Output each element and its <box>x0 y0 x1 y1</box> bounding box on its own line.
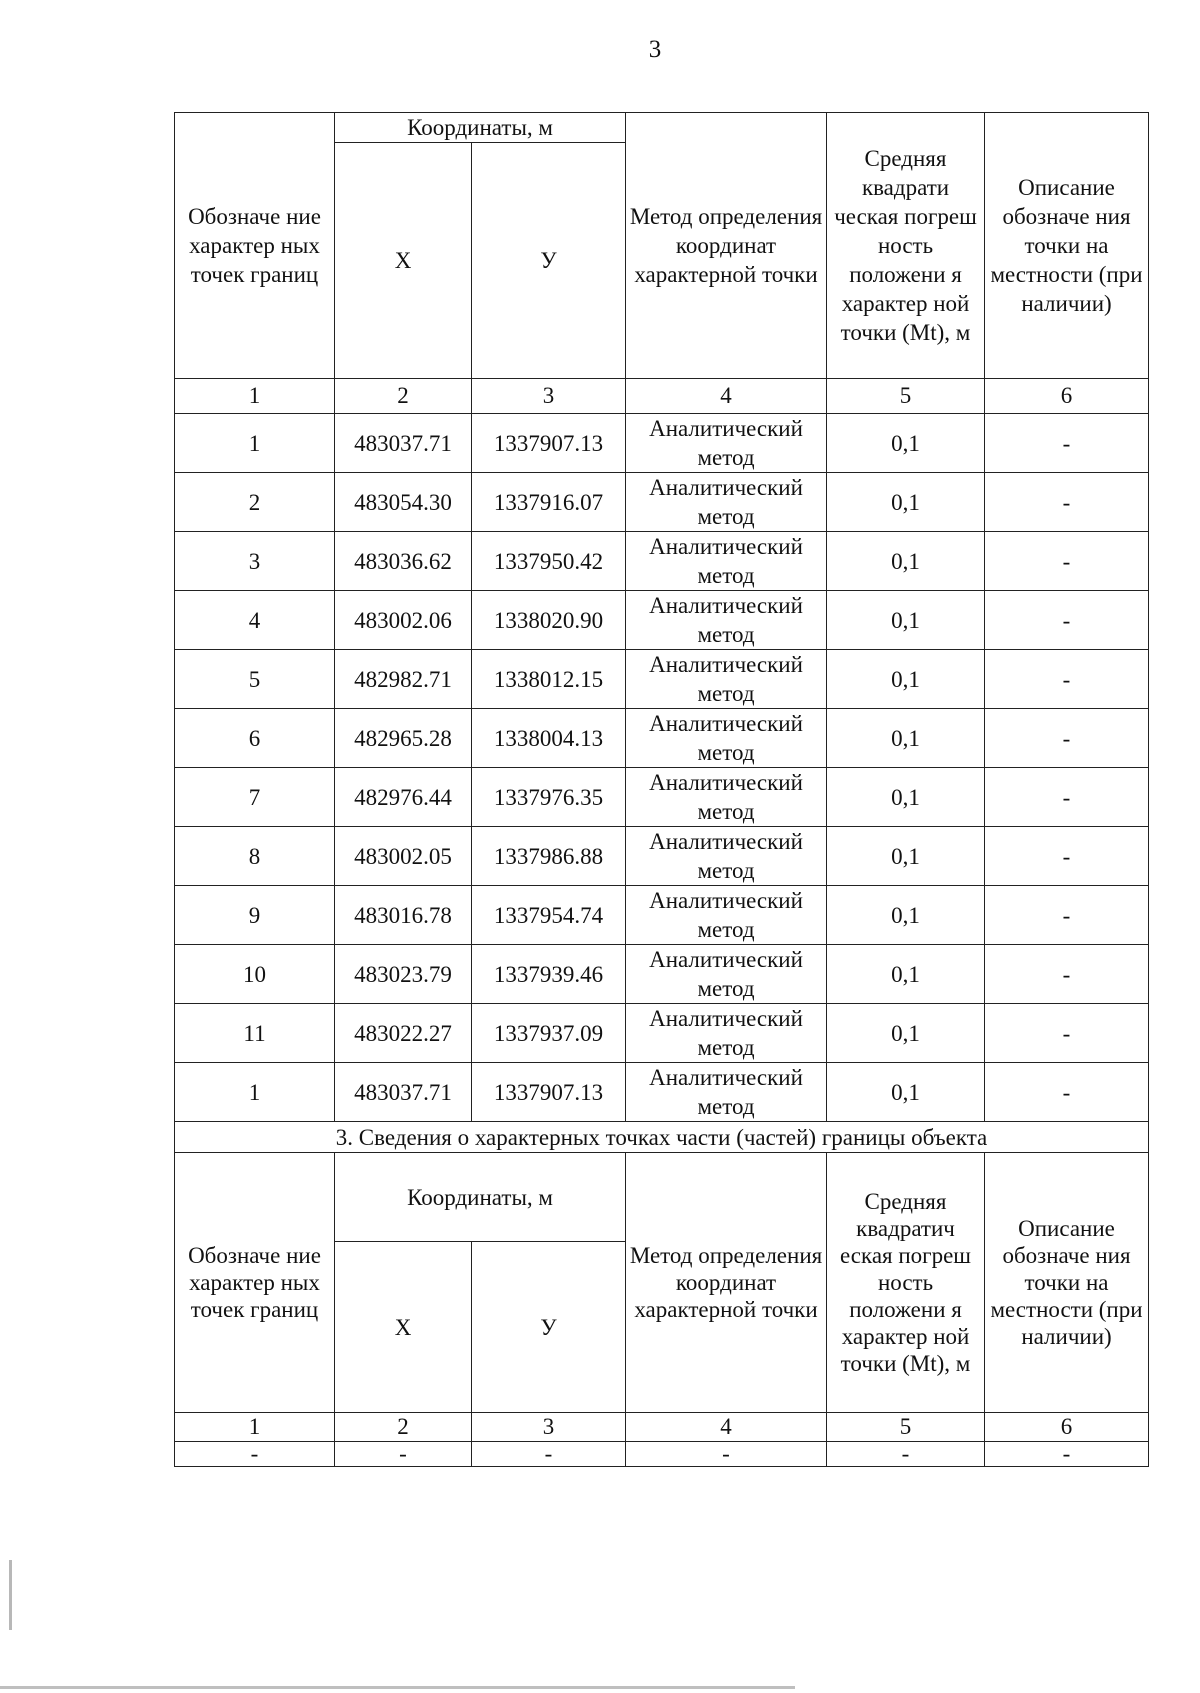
empty-cell: - <box>175 1442 335 1467</box>
header-coordinates: Координаты, м <box>335 113 626 143</box>
coord-x: 482965.28 <box>335 709 472 768</box>
point-description: - <box>985 532 1149 591</box>
error-value: 0,1 <box>827 650 985 709</box>
method-line: метод <box>697 445 755 470</box>
method <box>626 1004 827 1063</box>
sub-empty-row <box>175 1442 1149 1467</box>
error-value: 0,1 <box>827 886 985 945</box>
point-number: 1 <box>175 414 335 473</box>
method <box>626 886 827 945</box>
point-description: - <box>985 414 1149 473</box>
empty-cell: - <box>827 1442 985 1467</box>
method <box>626 414 827 473</box>
coordinates-table <box>174 112 1149 1467</box>
method <box>626 473 827 532</box>
error-value: 0,1 <box>827 709 985 768</box>
method <box>626 945 827 1004</box>
table-row <box>175 886 1149 945</box>
coord-y: 1337907.13 <box>472 1063 626 1122</box>
error-value: 0,1 <box>827 591 985 650</box>
sub-table-header-row <box>175 1153 1149 1242</box>
method-line: метод <box>697 622 755 647</box>
method-line: Аналитический <box>649 593 803 618</box>
method <box>626 1063 827 1122</box>
method-line: Аналитический <box>649 1065 803 1090</box>
method-line: Аналитический <box>649 652 803 677</box>
method <box>626 591 827 650</box>
method-line: Аналитический <box>649 416 803 441</box>
method-line: метод <box>697 740 755 765</box>
error-value: 0,1 <box>827 945 985 1004</box>
table-header-row <box>175 113 1149 143</box>
table-row <box>175 709 1149 768</box>
column-number: 4 <box>626 379 827 414</box>
method <box>626 827 827 886</box>
empty-cell: - <box>472 1442 626 1467</box>
coord-y: 1338012.15 <box>472 650 626 709</box>
sub-header-y: У <box>472 1242 626 1413</box>
method <box>626 709 827 768</box>
coord-y: 1337907.13 <box>472 414 626 473</box>
table-row <box>175 945 1149 1004</box>
method-line: метод <box>697 917 755 942</box>
column-number: 3 <box>472 379 626 414</box>
section-title: 3. Сведения о характерных точках части (частей) границы объекта <box>175 1122 1149 1153</box>
error-value: 0,1 <box>827 1063 985 1122</box>
sub-header-error: Средняя квадратич еская погреш ность положени я характер ной точки (Mt), м <box>827 1153 985 1413</box>
table-row <box>175 532 1149 591</box>
method <box>626 768 827 827</box>
sub-column-number: 3 <box>472 1413 626 1442</box>
point-number: 8 <box>175 827 335 886</box>
point-number: 1 <box>175 1063 335 1122</box>
method-line: Аналитический <box>649 1006 803 1031</box>
point-description: - <box>985 886 1149 945</box>
error-value: 0,1 <box>827 473 985 532</box>
sub-header-description: Описание обозначе ния точки на местности (при наличии) <box>985 1153 1149 1413</box>
point-number: 5 <box>175 650 335 709</box>
point-description: - <box>985 945 1149 1004</box>
error-value: 0,1 <box>827 532 985 591</box>
coord-x: 483023.79 <box>335 945 472 1004</box>
coord-y: 1337986.88 <box>472 827 626 886</box>
method-line: Аналитический <box>649 947 803 972</box>
point-description: - <box>985 1004 1149 1063</box>
coord-x: 483002.06 <box>335 591 472 650</box>
point-number: 3 <box>175 532 335 591</box>
coord-y: 1338004.13 <box>472 709 626 768</box>
point-number: 10 <box>175 945 335 1004</box>
table-row <box>175 768 1149 827</box>
method <box>626 532 827 591</box>
table-row <box>175 827 1149 886</box>
column-number: 1 <box>175 379 335 414</box>
coord-y: 1337916.07 <box>472 473 626 532</box>
coord-y: 1337937.09 <box>472 1004 626 1063</box>
method-line: Аналитический <box>649 829 803 854</box>
point-number: 4 <box>175 591 335 650</box>
method-line: Аналитический <box>649 888 803 913</box>
coord-x: 483016.78 <box>335 886 472 945</box>
coord-x: 483002.05 <box>335 827 472 886</box>
error-value: 0,1 <box>827 827 985 886</box>
point-description: - <box>985 768 1149 827</box>
page-number: 3 <box>648 36 662 63</box>
error-value: 0,1 <box>827 768 985 827</box>
column-number: 2 <box>335 379 472 414</box>
sub-header-method: Метод определения координат характерной точки <box>626 1153 827 1413</box>
point-number: 7 <box>175 768 335 827</box>
column-number-row <box>175 379 1149 414</box>
point-description: - <box>985 709 1149 768</box>
table-row <box>175 473 1149 532</box>
method-line: Аналитический <box>649 475 803 500</box>
point-number: 2 <box>175 473 335 532</box>
table-row <box>175 414 1149 473</box>
section-title-row <box>175 1122 1149 1153</box>
method-line: метод <box>697 1035 755 1060</box>
empty-cell: - <box>985 1442 1149 1467</box>
method-line: метод <box>697 563 755 588</box>
method <box>626 650 827 709</box>
method-line: Аналитический <box>649 711 803 736</box>
column-number: 6 <box>985 379 1149 414</box>
point-description: - <box>985 650 1149 709</box>
coord-y: 1338020.90 <box>472 591 626 650</box>
coord-x: 483054.30 <box>335 473 472 532</box>
coord-y: 1337954.74 <box>472 886 626 945</box>
error-value: 0,1 <box>827 1004 985 1063</box>
error-value: 0,1 <box>827 414 985 473</box>
table-row <box>175 1004 1149 1063</box>
coord-x: 483036.62 <box>335 532 472 591</box>
method-line: метод <box>697 976 755 1001</box>
point-description: - <box>985 827 1149 886</box>
coord-y: 1337939.46 <box>472 945 626 1004</box>
sub-column-number-row <box>175 1413 1149 1442</box>
method-line: Аналитический <box>649 770 803 795</box>
column-number: 5 <box>827 379 985 414</box>
empty-cell: - <box>335 1442 472 1467</box>
sub-header-designation: Обозначе ние характер ных точек границ <box>175 1153 335 1413</box>
point-number: 6 <box>175 709 335 768</box>
header-designation: Обозначе ние характер ных точек границ <box>175 113 335 379</box>
point-description: - <box>985 591 1149 650</box>
coord-x: 482976.44 <box>335 768 472 827</box>
point-number: 9 <box>175 886 335 945</box>
method-line: метод <box>697 1094 755 1119</box>
scan-mark <box>9 1560 12 1630</box>
sub-column-number: 2 <box>335 1413 472 1442</box>
table-row <box>175 591 1149 650</box>
method-line: метод <box>697 681 755 706</box>
header-x: Х <box>335 143 472 379</box>
coord-x: 483037.71 <box>335 1063 472 1122</box>
scan-line <box>0 1686 795 1689</box>
method-line: метод <box>697 858 755 883</box>
coord-y: 1337950.42 <box>472 532 626 591</box>
coord-x: 483037.71 <box>335 414 472 473</box>
coord-x: 483022.27 <box>335 1004 472 1063</box>
point-number: 11 <box>175 1004 335 1063</box>
coord-y: 1337976.35 <box>472 768 626 827</box>
header-error: Средняя квадрати ческая погреш ность положени я характер ной точки (Mt), м <box>827 113 985 379</box>
sub-header-x: Х <box>335 1242 472 1413</box>
sub-column-number: 5 <box>827 1413 985 1442</box>
sub-header-coordinates: Координаты, м <box>335 1153 626 1242</box>
header-method: Метод определения координат характерной точки <box>626 113 827 379</box>
method-line: метод <box>697 799 755 824</box>
header-description: Описание обозначе ния точки на местности (при наличии) <box>985 113 1149 379</box>
table-row <box>175 650 1149 709</box>
header-y: У <box>472 143 626 379</box>
table-row <box>175 1063 1149 1122</box>
point-description: - <box>985 1063 1149 1122</box>
point-description: - <box>985 473 1149 532</box>
method-line: метод <box>697 504 755 529</box>
sub-column-number: 6 <box>985 1413 1149 1442</box>
empty-cell: - <box>626 1442 827 1467</box>
coord-x: 482982.71 <box>335 650 472 709</box>
sub-column-number: 4 <box>626 1413 827 1442</box>
sub-column-number: 1 <box>175 1413 335 1442</box>
method-line: Аналитический <box>649 534 803 559</box>
